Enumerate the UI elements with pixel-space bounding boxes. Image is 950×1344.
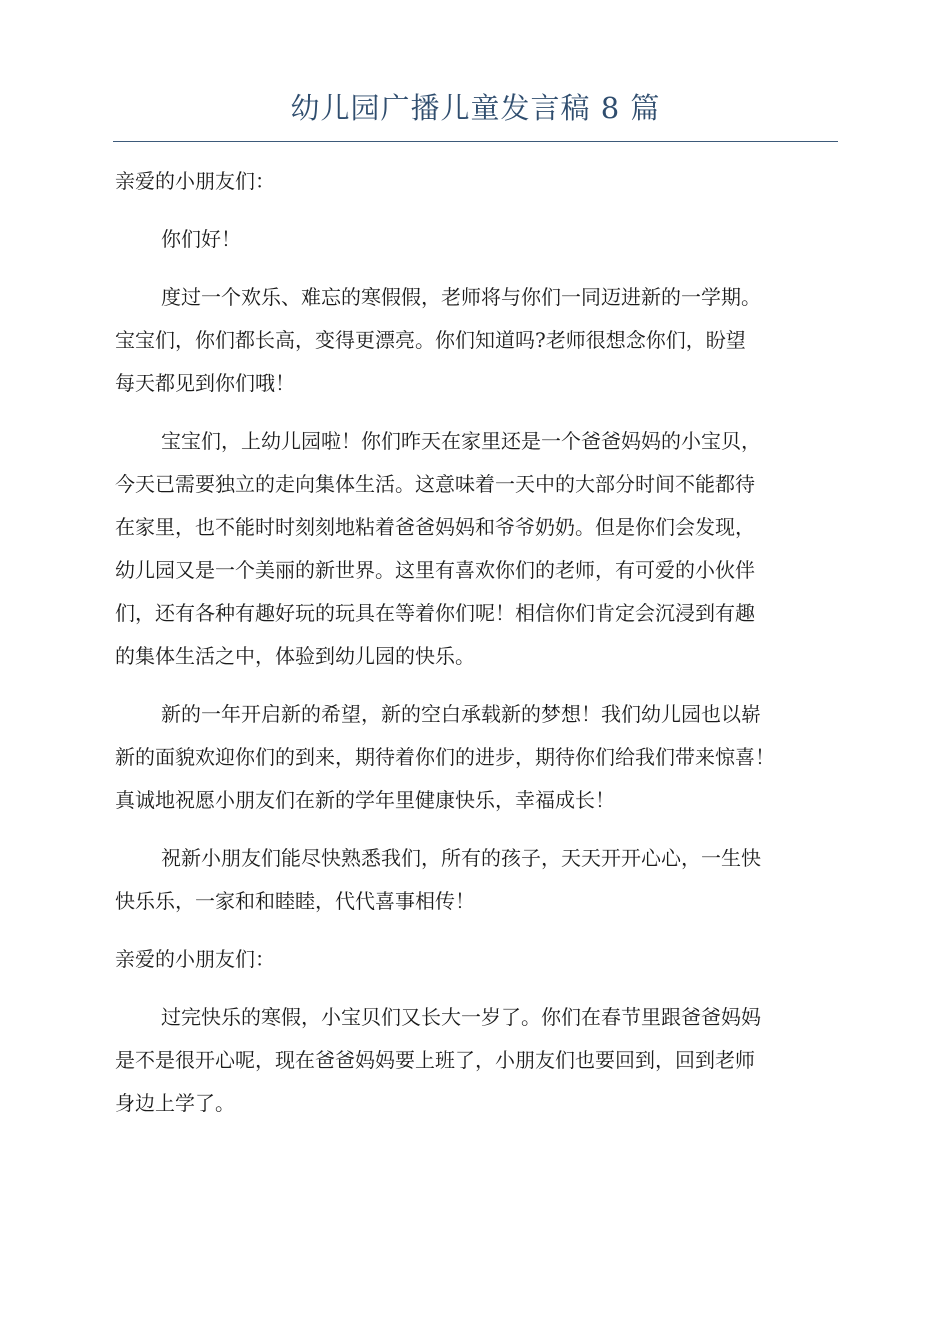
body-paragraph: [115, 420, 837, 678]
salutation-paragraph: [115, 218, 837, 261]
document-body: [115, 160, 837, 1140]
title-divider: [113, 141, 838, 142]
greeting-paragraph: [115, 938, 837, 981]
text-line: 的集体生活之中，体验到幼儿园的快乐。: [115, 644, 475, 668]
text-line: 真诚地祝愿小朋友们在新的学年里健康快乐，幸福成长！: [115, 788, 615, 812]
text-line: 幼儿园又是一个美丽的新世界。这里有喜欢你们的老师，有可爱的小伙伴: [115, 558, 755, 582]
body-paragraph: [115, 693, 837, 822]
body-paragraph: [115, 837, 837, 923]
text-line: 新的面貌欢迎你们的到来，期待着你们的进步，期待你们给我们带来惊喜！: [115, 745, 775, 769]
text-line: 祝新小朋友们能尽快熟悉我们，所有的孩子，天天开开心心，一生快: [161, 846, 761, 870]
body-paragraph: [115, 996, 837, 1125]
greeting-paragraph: [115, 160, 837, 203]
text-line: 过完快乐的寒假，小宝贝们又长大一岁了。你们在春节里跟爸爸妈妈: [161, 1005, 761, 1029]
text-line: 们，还有各种有趣好玩的玩具在等着你们呢！相信你们肯定会沉浸到有趣: [115, 601, 755, 625]
text-line: 宝宝们，你们都长高，变得更漂亮。你们知道吗?老师很想念你们，盼望: [115, 328, 746, 352]
body-paragraph: [115, 276, 837, 405]
text-line: 亲爱的小朋友们：: [115, 169, 275, 193]
text-line: 度过一个欢乐、难忘的寒假假，老师将与你们一同迈进新的一学期。: [161, 285, 761, 309]
text-line: 你们好！: [161, 227, 241, 251]
text-line: 身边上学了。: [115, 1091, 235, 1115]
text-line: 快乐乐，一家和和睦睦，代代喜事相传！: [115, 889, 475, 913]
text-line: 新的一年开启新的希望，新的空白承载新的梦想！我们幼儿园也以崭: [161, 702, 761, 726]
text-line: 是不是很开心呢，现在爸爸妈妈要上班了，小朋友们也要回到，回到老师: [115, 1048, 755, 1072]
text-line: 宝宝们，上幼儿园啦！你们昨天在家里还是一个爸爸妈妈的小宝贝，: [161, 429, 761, 453]
document-title: 幼儿园广播儿童发言稿 8 篇: [290, 91, 661, 125]
text-line: 每天都见到你们哦！: [115, 371, 295, 395]
text-line: 在家里，也不能时时刻刻地粘着爸爸妈妈和爷爷奶奶。但是你们会发现，: [115, 515, 755, 539]
text-line: 今天已需要独立的走向集体生活。这意味着一天中的大部分时间不能都待: [115, 472, 755, 496]
text-line: 亲爱的小朋友们：: [115, 947, 275, 971]
